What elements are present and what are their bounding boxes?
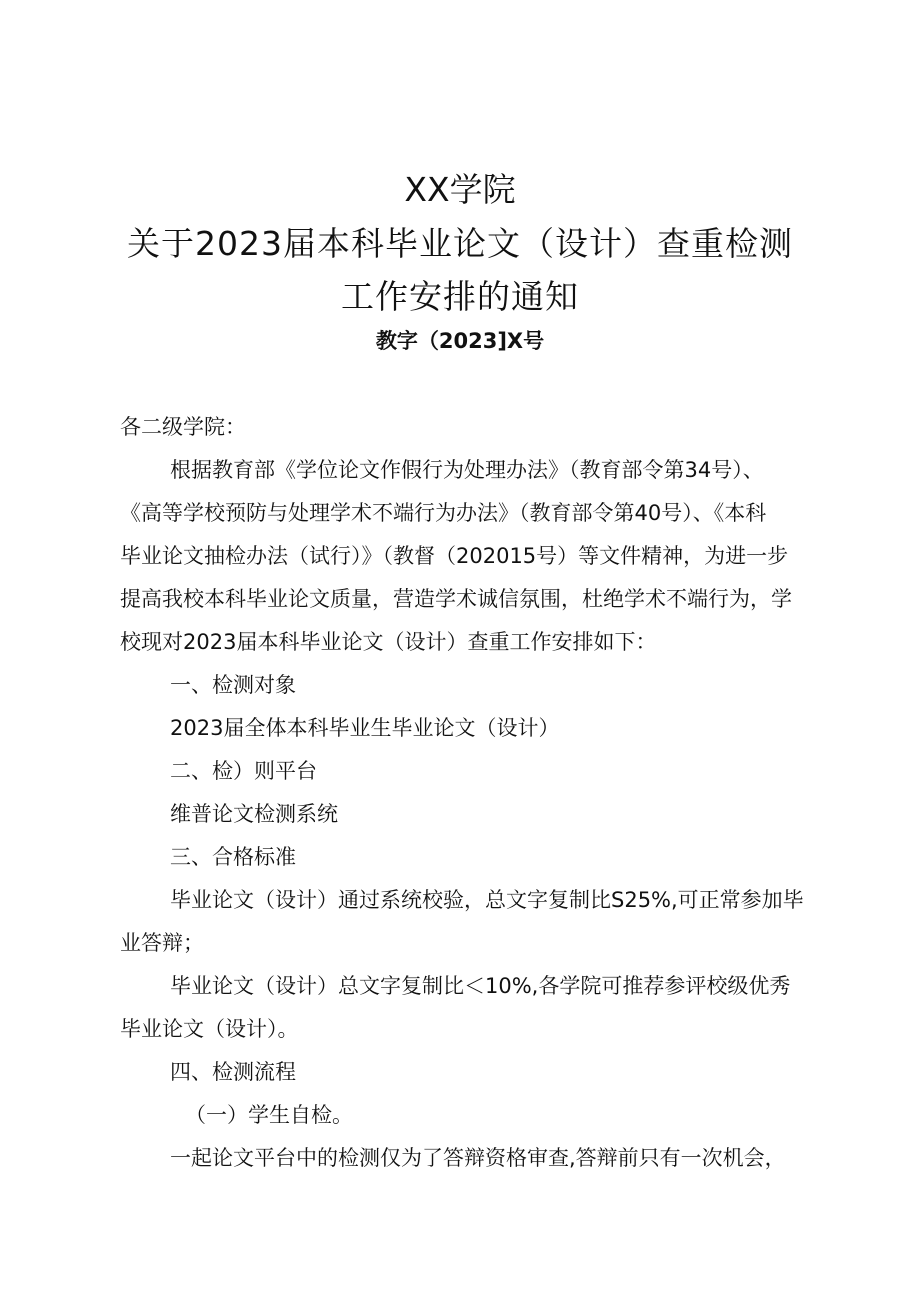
intro-line-5: 校现对2023届本科毕业论文（设计）查重工作安排如下： (120, 630, 657, 654)
intro-line-4: 提高我校本科毕业论文质量，营造学术诚信氛围，杜绝学术不端行为，学 (120, 587, 792, 611)
section-4-heading: 四、检测流程 (170, 1060, 296, 1084)
section-1-text: 2023届全体本科毕业生毕业论文（设计） (170, 716, 560, 740)
document-title-institution: XX学院 (404, 170, 516, 209)
section-2-heading: 二、检）则平台 (170, 759, 317, 783)
section-1-heading: 一、检测对象 (170, 673, 296, 697)
section-3-para-1-line-2: 业答辩； (120, 931, 204, 955)
intro-line-2: 《高等学校预防与处理学术不端行为办法》（教育部令第40号）、《本科 (120, 501, 767, 525)
intro-line-1: 根据教育部《学位论文作假行为处理办法》（教育部令第34号）、 (170, 458, 764, 482)
document-title-line3: 工作安排的通知 (341, 277, 579, 316)
section-2-text: 维普论文检测系统 (170, 802, 338, 826)
section-3-para-1-line-1: 毕业论文（设计）通过系统校验，总文字复制比S25%,可正常参加毕 (170, 888, 804, 912)
section-3-para-2-line-1: 毕业论文（设计）总文字复制比＜10%,各学院可推荐参评校级优秀 (170, 974, 791, 998)
section-4-text: 一起论文平台中的检测仅为了答辩资格审查,答辩前只有一次机会， (170, 1146, 786, 1170)
section-3-para-2-line-2: 毕业论文（设计）。 (120, 1017, 299, 1041)
intro-line-3: 毕业论文抽检办法（试行）》（教督（202015号）等文件精神，为进一步 (120, 544, 789, 568)
salutation: 各二级学院： (120, 415, 246, 439)
section-3-heading: 三、合格标准 (170, 845, 296, 869)
document-title-line2: 关于2023届本科毕业论文（设计）查重检测 (127, 224, 793, 263)
section-4-subheading-1: （一）学生自检。 (185, 1103, 353, 1127)
document-number: 教字（2023]X号 (375, 329, 545, 353)
